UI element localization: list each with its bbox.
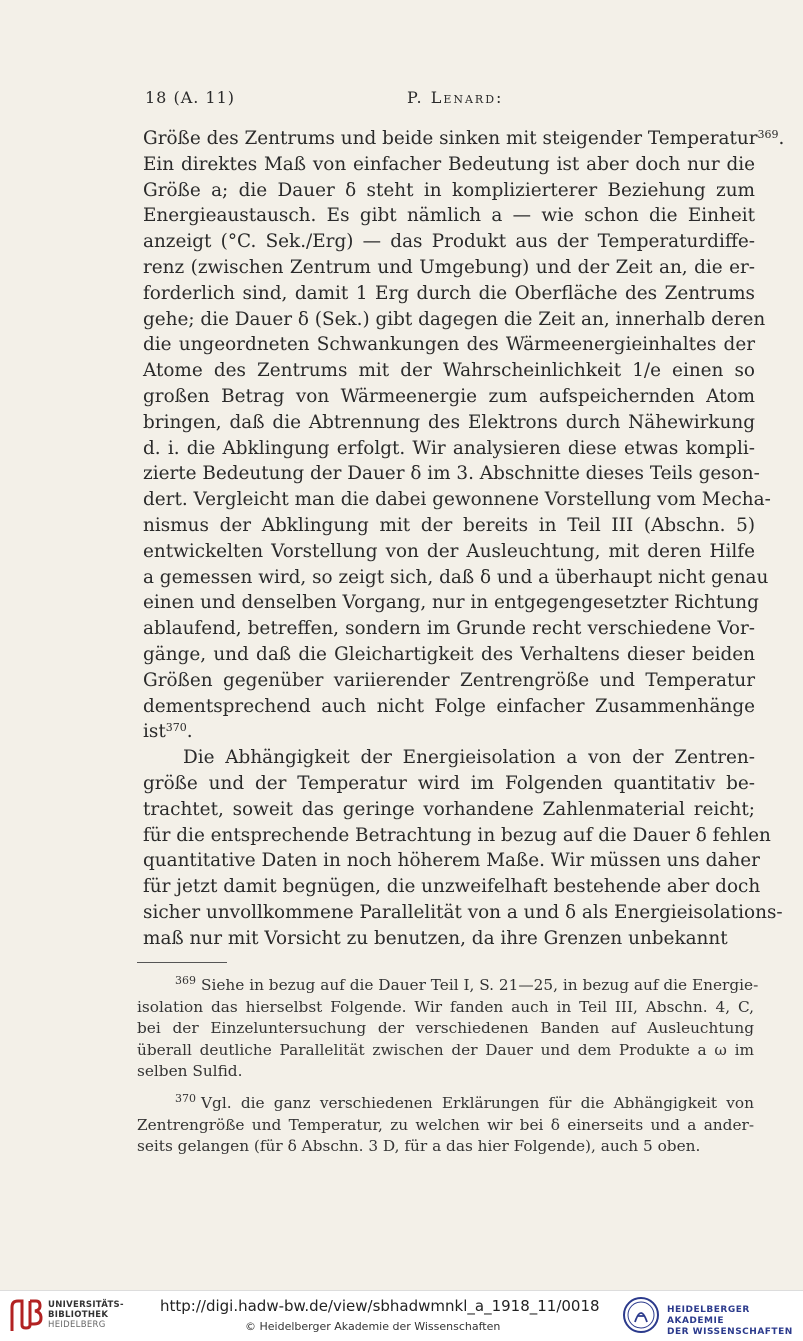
footnote-text: Vgl. die ganz verschiedenen Erklärungen für die Abhängigkeit von <box>201 1093 754 1112</box>
line-text: für jetzt damit begnügen, die unzweifelhaft bestehende aber doch <box>143 876 761 898</box>
line-text: die ungeordneten Schwankungen des Wärmeenergieinhaltes der <box>143 334 755 356</box>
footnote-text: selben Sulfid. <box>137 1062 243 1081</box>
line-text: für die entsprechende Betrachtung in bezug auf die Dauer δ fehlen <box>143 824 771 846</box>
academy-line-2: DER WISSENSCHAFTEN <box>667 1327 793 1337</box>
text-line <box>143 203 755 229</box>
line-text: dert. Vergleicht man die dabei gewonnene Vorstellung vom Mecha- <box>143 489 771 511</box>
line-text: größe und der Temperatur wird im Folgenden quantitativ be- <box>143 772 755 794</box>
text-line <box>143 332 755 358</box>
line-text: nismus der Abklingung mit der bereits in Teil III (Abschn. 5) <box>143 514 755 536</box>
line-text: ablaufend, betreffen, sondern im Grunde recht verschiedene Vor- <box>143 618 755 640</box>
text-line <box>143 229 755 255</box>
line-text: renz (zwischen Zentrum und Umgebung) und der Zeit an, die er- <box>143 256 755 278</box>
line-text: d. i. die Abklingung erfolgt. Wir analysieren diese etwas kompli- <box>143 437 755 459</box>
text-line <box>143 126 785 152</box>
line-text: dementsprechend auch nicht Folge einfacher Zusammenhänge <box>143 695 755 717</box>
line-text: gehe; die Dauer δ (Sek.) gibt dagegen die Zeit an, innerhalb deren <box>143 308 766 330</box>
line-text: Größe a; die Dauer δ steht in komplizierterer Beziehung zum <box>143 179 755 201</box>
paragraph-1 <box>143 126 785 745</box>
text-line <box>143 823 771 849</box>
line-text: gänge, und daß die Gleichartigkeit des Verhaltens dieser beiden <box>143 643 755 665</box>
permalink-url[interactable]: http://digi.hadw-bw.de/view/sbhadwmnkl_a_1918_11/0018 <box>160 1297 600 1315</box>
footnote-text: isolation das hierselbst Folgende. Wir fanden auch in Teil III, Abschn. 4, C, <box>137 997 754 1016</box>
line-text: quantitative Daten in noch höherem Maße. Wir müssen uns daher <box>143 850 760 872</box>
line-text: a gemessen wird, so zeigt sich, daß δ und a überhaupt nicht genau <box>143 566 769 588</box>
footnote-text: Zentrengröße und Temperatur, zu welchen wir bei δ einerseits und a ander- <box>137 1115 754 1134</box>
footnote-line <box>137 997 754 1019</box>
text-line <box>143 307 766 333</box>
line-tail: . <box>778 128 785 149</box>
text-line <box>143 900 783 926</box>
text-line <box>143 358 755 384</box>
running-header <box>145 88 755 112</box>
page-number: 18 (A. 11) <box>145 88 236 107</box>
text-line <box>143 642 755 668</box>
academy-seal-icon[interactable] <box>622 1296 660 1334</box>
footnote-marker: 369 <box>175 974 196 987</box>
footnote-rule <box>137 962 227 963</box>
line-text: großen Betrag von Wärmeenergie zum aufspeichernden Atom <box>143 385 755 407</box>
text-line <box>143 513 755 539</box>
line-text: einen und denselben Vorgang, nur in entgegengesetzter Richtung <box>143 592 759 614</box>
line-text: zierte Bedeutung der Dauer δ im 3. Abschnitte dieses Teils geson- <box>143 463 760 485</box>
footnote-line <box>137 1040 754 1062</box>
text-line <box>143 384 755 410</box>
text-line <box>143 771 755 797</box>
academy-name <box>667 1305 803 1338</box>
ub-line-2: BIBLIOTHEK <box>48 1310 109 1320</box>
text-line <box>143 616 755 642</box>
university-library-name <box>48 1300 124 1330</box>
text-line <box>143 745 755 771</box>
line-text: Die Abhängigkeit der Energieisolation a von der Zentren- <box>183 747 755 769</box>
footnote <box>137 974 759 1083</box>
body-text <box>143 126 785 952</box>
text-line <box>143 874 761 900</box>
text-line <box>143 255 755 281</box>
text-line <box>143 436 755 462</box>
academy-line-1: HEIDELBERGER AKADEMIE <box>667 1305 750 1326</box>
text-line <box>143 281 755 307</box>
footnote-line <box>137 1018 754 1040</box>
footnote-line <box>137 1093 754 1115</box>
text-line <box>143 152 755 178</box>
line-text: bringen, daß die Abtrennung des Elektrons durch Nähewirkung <box>143 411 755 433</box>
text-line <box>143 926 755 952</box>
line-text: trachtet, soweit das geringe vorhandene Zahlenmaterial reicht; <box>143 798 755 820</box>
text-line <box>143 797 755 823</box>
text-line <box>143 719 755 745</box>
text-line <box>143 848 760 874</box>
line-text: sicher unvollkommene Parallelität von a und δ als Energieisolations- <box>143 901 783 923</box>
text-line <box>143 539 755 565</box>
footnote-text: Siehe in bezug auf die Dauer Teil I, S. 21—25, in bezug auf die Energie- <box>201 976 759 994</box>
line-text: Atome des Zentrums mit der Wahrscheinlichkeit 1/e einen so <box>143 360 755 382</box>
line-text: Energieaustausch. Es gibt nämlich a — wie schon die Einheit <box>143 205 755 227</box>
line-text: Ein direktes Maß von einfacher Bedeutung ist aber doch nur die <box>143 153 755 175</box>
line-tail: . <box>186 721 193 743</box>
footnote-text: bei der Einzeluntersuchung der verschiedenen Banden auf Ausleuchtung <box>137 1019 754 1038</box>
running-author: P. Lenard: <box>407 88 504 107</box>
line-text: ist <box>143 721 166 743</box>
text-line <box>143 694 755 720</box>
line-text: entwickelten Vorstellung von der Ausleuchtung, mit deren Hilfe <box>143 540 755 562</box>
text-line <box>143 410 755 436</box>
footnote-marker: 370 <box>175 1091 196 1105</box>
footnote-text: seits gelangen (für δ Abschn. 3 D, für a das hier Folgende), auch 5 oben. <box>137 1137 701 1156</box>
text-line <box>143 461 760 487</box>
text-line <box>143 178 755 204</box>
line-text: forderlich sind, damit 1 Erg durch die Oberfläche des Zentrums <box>143 282 755 304</box>
footnote <box>137 1093 754 1158</box>
footnote-ref[interactable]: 369 <box>757 128 779 141</box>
footnotes <box>137 974 759 1168</box>
line-text: Größe des Zentrums und beide sinken mit steigender Temperatur <box>143 128 758 149</box>
footnote-line <box>137 1115 754 1137</box>
footnote-text: überall deutliche Parallelität zwischen der Dauer und dem Produkte a ω im <box>137 1040 754 1059</box>
ub-line-1: UNIVERSITÄTS- <box>48 1300 124 1310</box>
footer-bar <box>0 1290 803 1341</box>
text-line <box>143 565 769 591</box>
university-library-logo-icon[interactable] <box>8 1297 44 1335</box>
text-line <box>143 487 771 513</box>
copyright-notice: © Heidelberger Akademie der Wissenschaften <box>245 1320 501 1333</box>
footnote-line <box>137 1136 754 1158</box>
footnote-line <box>137 974 759 997</box>
line-text: maß nur mit Vorsicht zu benutzen, da ihre Grenzen unbekannt <box>143 927 728 949</box>
footnote-line <box>137 1061 754 1083</box>
line-text: anzeigt (°C. Sek./Erg) — das Produkt aus der Temperaturdiffe- <box>143 231 755 253</box>
paragraph-2 <box>143 745 783 951</box>
ub-line-3: HEIDELBERG <box>48 1320 106 1330</box>
text-line <box>143 668 755 694</box>
text-line <box>143 590 759 616</box>
line-text: Größen gegenüber variierender Zentrengröße und Temperatur <box>143 669 755 691</box>
footnote-ref[interactable]: 370 <box>165 721 187 735</box>
